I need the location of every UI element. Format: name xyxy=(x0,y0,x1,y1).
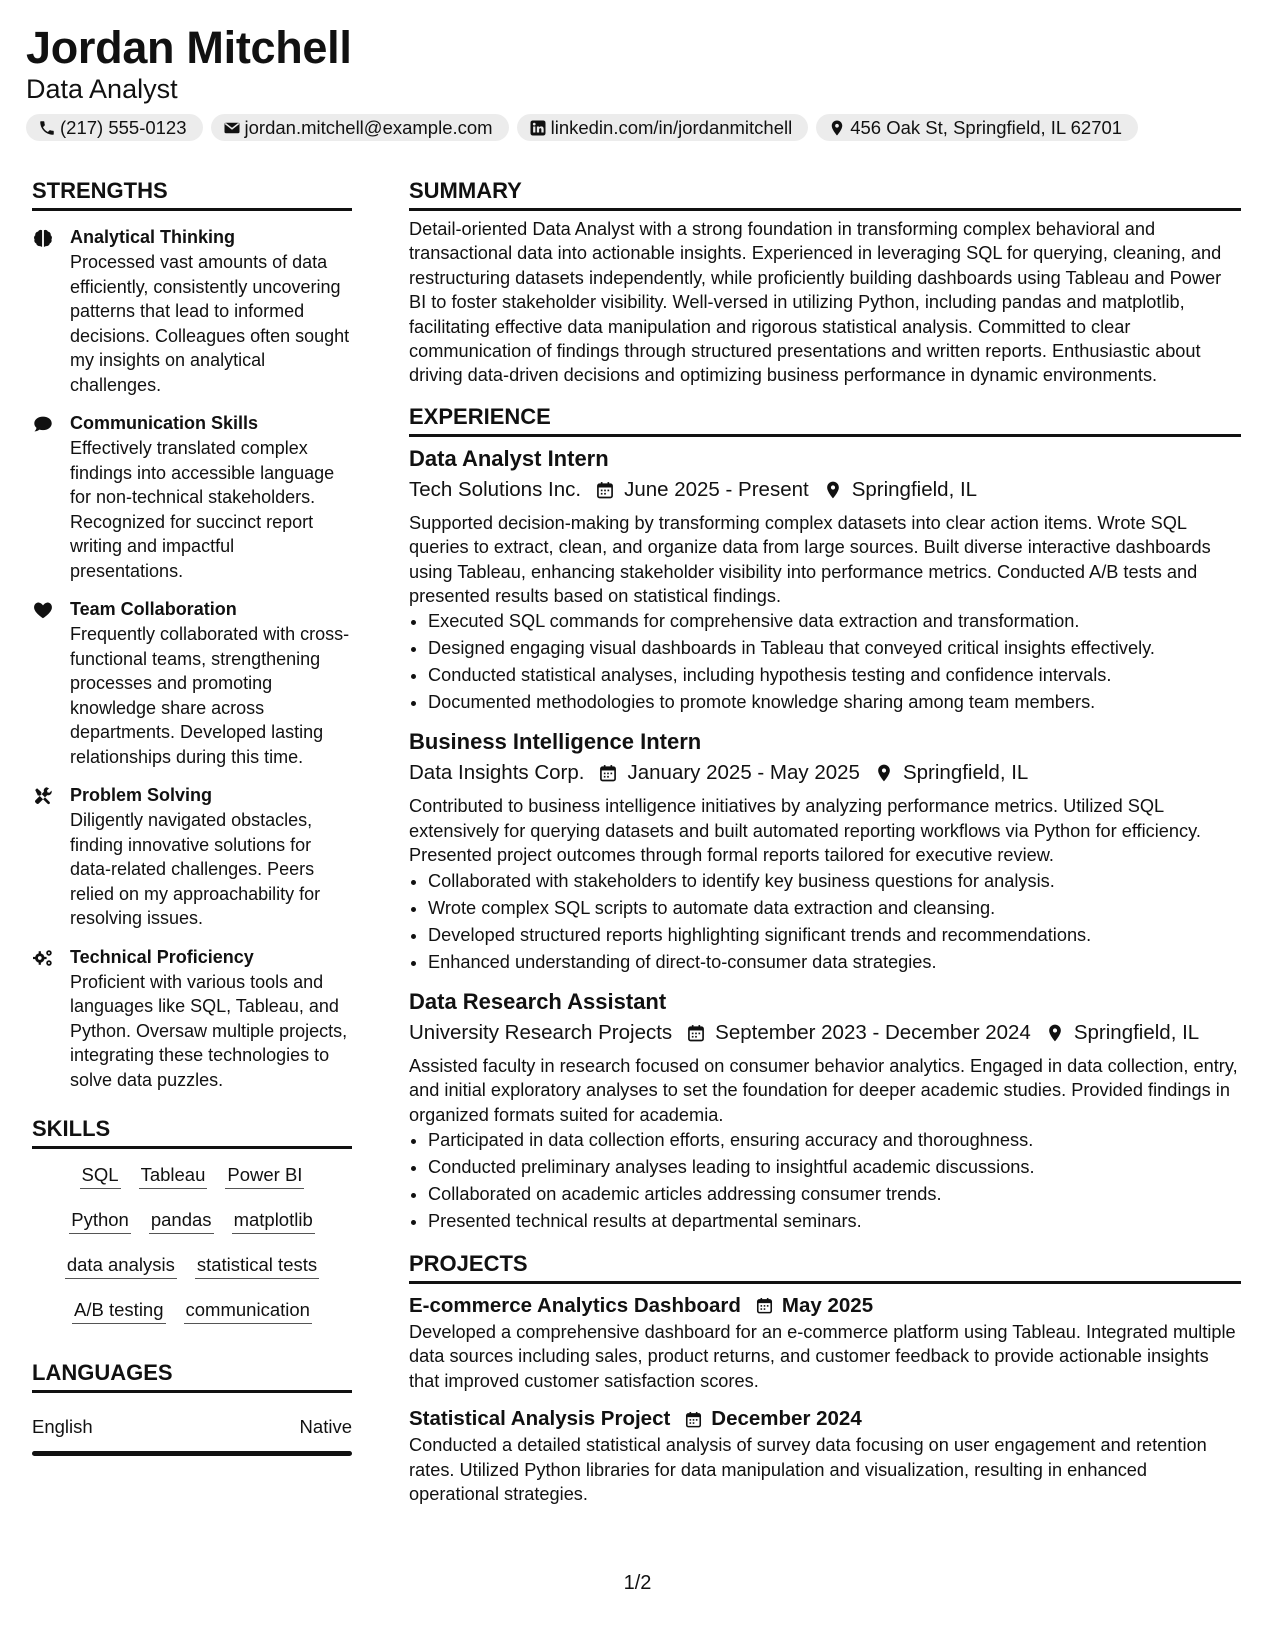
contact-linkedin-text: linkedin.com/in/jordanmitchell xyxy=(550,117,793,138)
brain-icon xyxy=(32,227,54,249)
job-location: Springfield, IL xyxy=(902,761,1029,785)
heart-icon xyxy=(32,599,54,621)
language-proficiency-bar xyxy=(32,1451,352,1456)
contact-phone-text: (217) 555-0123 xyxy=(60,117,187,138)
job-bullet: • Wrote complex SQL scripts to automate data extraction and cleansing. xyxy=(428,895,1241,922)
strength-description: Frequently collaborated with cross-functional teams, strengthening processes and promoting knowledge share across departments. Developed lasting relationships during this time. xyxy=(70,624,350,767)
project-description: Conducted a detailed statistical analysis of survey data focusing on user engagement and retention rates. Utilized Python libraries for data manipulation and visualization, resulting in enhanced operational strategies. xyxy=(409,1435,1207,1504)
summary-text: Detail-oriented Data Analyst with a strong foundation in transforming complex behavioral and transactional data into actionable insights. Experienced in leveraging SQL for querying, cleaning, and restructuring datasets independently, while proficiently building dashboards using Tableau and Power BI to foster stakeholder visibility. Well-versed in utilizing Python, including pandas and matplotlib, facilitating effective data manipulation and rigorous statistical analysis. Committed to clear communication of findings through structured presentations and written reports. Enthusiastic about driving data-driven decisions and optimizing business performance in dynamic environments. xyxy=(409,219,1222,386)
job-description: Assisted faculty in research focused on consumer behavior analytics. Engaged in data collection, entry, and initial exploratory analyses to set the foundation for deeper academic studies. Provided findings in organized formats suited for academia. xyxy=(409,1055,1238,1125)
job-dates: June 2025 - Present xyxy=(624,477,809,501)
job-meta xyxy=(409,758,1241,788)
calendar-icon xyxy=(684,1410,703,1429)
job-meta xyxy=(409,475,1241,505)
location-pin-icon xyxy=(874,763,894,783)
skill-chip: data analysis xyxy=(65,1253,177,1279)
contact-email[interactable] xyxy=(211,114,509,141)
language-name: English xyxy=(32,1416,93,1437)
project-date: December 2024 xyxy=(711,1407,862,1431)
contact-address-text: 456 Oak St, Springfield, IL 62701 xyxy=(850,117,1123,138)
strength-item xyxy=(32,597,352,769)
job-company: Tech Solutions Inc. xyxy=(409,477,582,501)
job-bullet: • Collaborated on academic articles addressing consumer trends. xyxy=(428,1181,1241,1208)
project-title-row xyxy=(409,1405,1241,1433)
job-dates: September 2023 - December 2024 xyxy=(715,1020,1031,1044)
skill-chip: pandas xyxy=(149,1208,214,1234)
location-pin-icon xyxy=(823,480,843,500)
phone-icon xyxy=(38,119,56,137)
job-bullet: • Participated in data collection efforts, ensuring accuracy and thoroughness. xyxy=(428,1127,1241,1154)
job-bullet: • Executed SQL commands for comprehensive data extraction and transformation. xyxy=(428,608,1241,635)
job-bullets xyxy=(409,868,1241,976)
strength-description: Diligently navigated obstacles, finding innovative solutions for data-related challenges. Peers relied on my approachability for resolving issues. xyxy=(70,810,321,928)
job-location: Springfield, IL xyxy=(851,477,978,501)
job-bullet: • Presented technical results at departmental seminars. xyxy=(428,1208,1241,1235)
location-pin-icon xyxy=(828,119,846,137)
gears-icon xyxy=(32,947,54,969)
strength-description: Proficient with various tools and languages like SQL, Tableau, and Python. Oversaw multiple projects, integrating these technologies to solve data puzzles. xyxy=(70,971,348,1090)
strength-name: Problem Solving xyxy=(70,785,213,805)
calendar-icon xyxy=(598,763,618,783)
job-bullet: • Conducted statistical analyses, including hypothesis testing and confidence intervals. xyxy=(428,662,1241,689)
job-bullet: • Designed engaging visual dashboards in Tableau that conveyed critical insights effectively. xyxy=(428,635,1241,662)
contact-address[interactable] xyxy=(816,114,1138,141)
contact-linkedin[interactable] xyxy=(517,114,809,141)
job-bullet: • Enhanced understanding of direct-to-consumer data strategies. xyxy=(428,949,1241,976)
linkedin-icon xyxy=(529,119,547,137)
job-title: Data Analyst Intern xyxy=(409,445,609,471)
project-date: May 2025 xyxy=(781,1293,874,1317)
language-level: Native xyxy=(299,1416,352,1437)
projects-heading: PROJECTS xyxy=(409,1249,1241,1284)
contact-bar xyxy=(26,114,1246,141)
skills-heading: SKILLS xyxy=(32,1114,352,1149)
experience-heading: EXPERIENCE xyxy=(409,402,1241,437)
job-bullet: • Developed structured reports highlighting significant trends and recommendations. xyxy=(428,922,1241,949)
job-bullets xyxy=(409,1127,1241,1235)
job-title: Data Research Assistant xyxy=(409,988,667,1014)
languages-heading: LANGUAGES xyxy=(32,1358,352,1393)
job-meta xyxy=(409,1018,1241,1048)
strength-name: Technical Proficiency xyxy=(70,946,254,967)
project-description: Developed a comprehensive dashboard for an e-commerce platform using Tableau. Integrated multiple data sources including sales, product returns, and customer feedback to provide actionable insights that improved customer satisfaction scores. xyxy=(409,1321,1236,1391)
project-title-row xyxy=(409,1292,1241,1320)
job-bullets xyxy=(409,608,1241,716)
strength-name: Analytical Thinking xyxy=(70,227,236,247)
candidate-name: Jordan Mitchell xyxy=(26,22,352,73)
job-bullet: • Collaborated with stakeholders to identify key business questions for analysis. xyxy=(428,868,1241,895)
calendar-icon xyxy=(595,480,615,500)
strength-name: Team Collaboration xyxy=(70,599,237,619)
skill-chip: Python xyxy=(69,1208,131,1234)
strengths-heading: STRENGTHS xyxy=(32,176,352,211)
skill-chip: Tableau xyxy=(139,1163,208,1189)
skill-chip: SQL xyxy=(80,1163,121,1189)
speech-bubble-icon xyxy=(32,413,54,435)
left-column xyxy=(32,176,352,1456)
right-column xyxy=(409,176,1241,1506)
skill-chip: communication xyxy=(184,1298,312,1324)
job-entry xyxy=(409,728,1241,975)
page-number: 1/2 xyxy=(623,1572,652,1594)
strength-item xyxy=(32,783,352,931)
strength-item xyxy=(32,411,352,583)
resume-header xyxy=(26,22,1246,141)
job-entry xyxy=(409,445,1241,717)
language-row xyxy=(32,1415,352,1439)
job-dates: January 2025 - May 2025 xyxy=(627,761,860,785)
strength-item xyxy=(32,945,352,1093)
job-location: Springfield, IL xyxy=(1073,1020,1200,1044)
skill-chip: matplotlib xyxy=(232,1208,315,1234)
skill-chip: statistical tests xyxy=(195,1253,319,1279)
project-title: Statistical Analysis Project xyxy=(409,1407,671,1431)
strength-name: Communication Skills xyxy=(70,413,259,433)
job-description: Supported decision-making by transforming complex datasets into clear action items. Wrote SQL queries to extract, clean, and organize data from large sources. Built diverse interactive dashboards using Tableau, enhancing stakeholder visibility into performance metrics. Conducted A/B tests and presented results based on statistical findings. xyxy=(409,512,1211,607)
job-title: Business Intelligence Intern xyxy=(409,729,702,755)
strength-description: Processed vast amounts of data efficiently, consistently uncovering patterns that lead to informed decisions. Colleagues often sought my insights on analytical challenges. xyxy=(70,252,350,395)
tools-icon xyxy=(32,785,54,807)
project-entry xyxy=(409,1292,1241,1393)
strength-item xyxy=(32,225,352,397)
contact-email-text: jordan.mitchell@example.com xyxy=(244,117,493,138)
strength-description: Effectively translated complex findings into accessible language for non-technical stakeholders. Recognized for succinct report writing and impactful presentations. xyxy=(70,438,335,581)
skill-chip: Power BI xyxy=(225,1163,304,1189)
job-description: Contributed to business intelligence initiatives by analyzing performance metrics. Utilized SQL extensively for querying datasets and built automated reporting workflows via Python for efficiency. Presented project outcomes through formal reports tailored for executive review. xyxy=(409,796,1201,866)
skill-chip: A/B testing xyxy=(72,1298,165,1324)
job-bullet: • Documented methodologies to promote knowledge sharing among team members. xyxy=(428,689,1241,716)
calendar-icon xyxy=(686,1023,706,1043)
project-entry xyxy=(409,1405,1241,1506)
skills-list xyxy=(32,1163,352,1324)
summary-heading: SUMMARY xyxy=(409,176,1241,211)
job-bullet: • Conducted preliminary analyses leading to insightful academic discussions. xyxy=(428,1154,1241,1181)
contact-phone[interactable] xyxy=(26,114,203,141)
location-pin-icon xyxy=(1045,1023,1065,1043)
project-title: E-commerce Analytics Dashboard xyxy=(409,1293,741,1317)
envelope-icon xyxy=(223,119,241,137)
calendar-icon xyxy=(755,1296,774,1315)
job-company: University Research Projects xyxy=(409,1020,673,1044)
job-entry xyxy=(409,988,1241,1235)
candidate-title: Data Analyst xyxy=(26,74,178,104)
job-company: Data Insights Corp. xyxy=(409,761,585,785)
